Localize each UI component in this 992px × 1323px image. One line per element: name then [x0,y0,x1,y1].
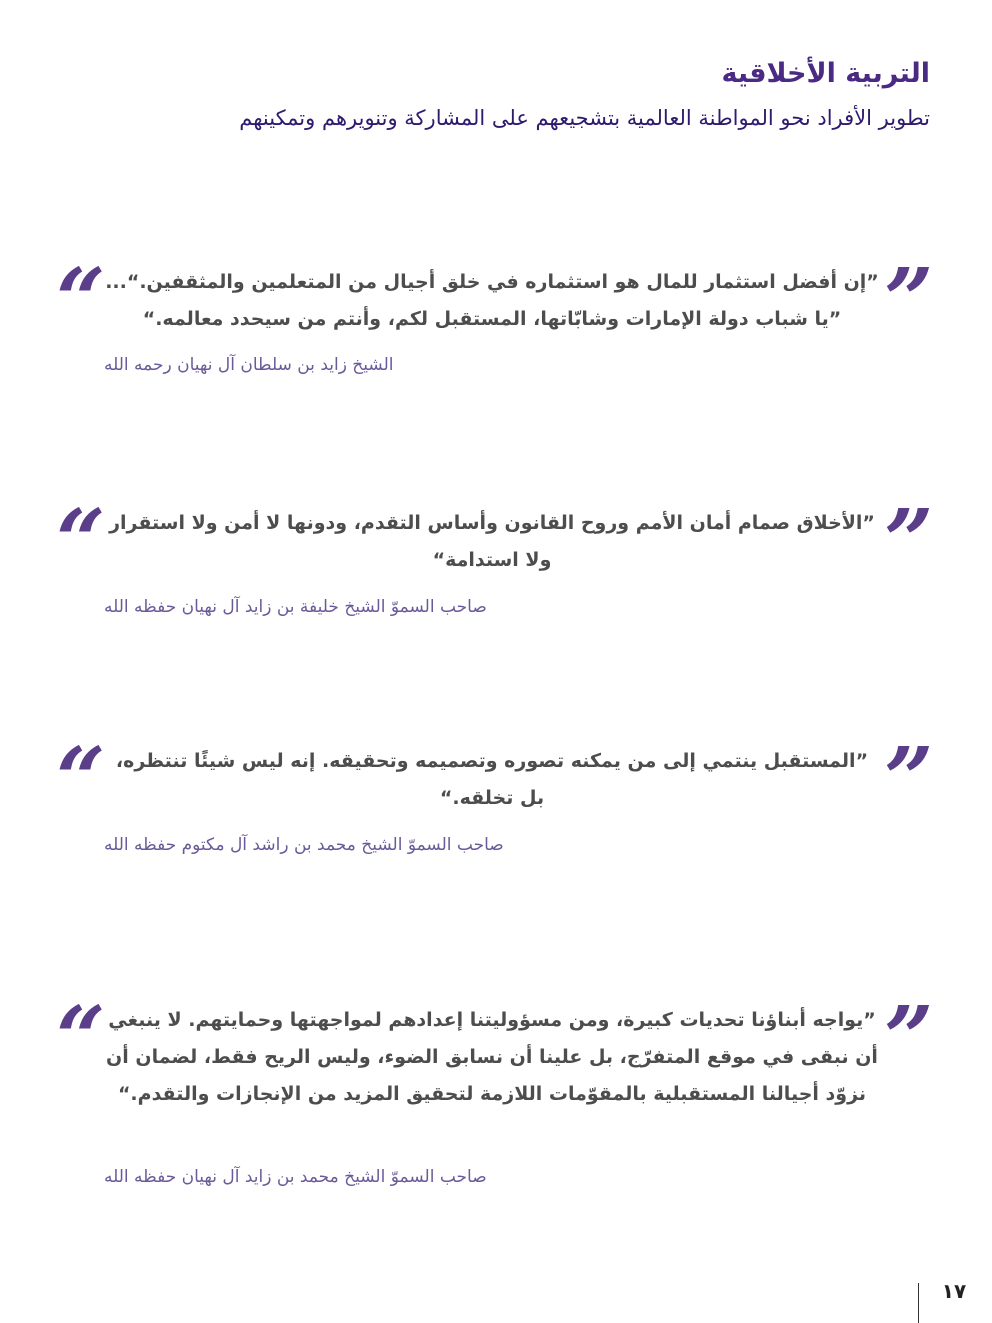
page-title: التربية الأخلاقية [721,58,930,89]
close-quote-mark-icon: ” [884,988,934,1089]
open-quote-mark-icon: “ [56,250,106,351]
quote-attribution: صاحب السموّ الشيخ محمد بن راشد آل مكتوم حفظه الله [104,835,504,855]
page-number-divider [918,1283,919,1323]
page-subtitle: تطوير الأفراد نحو المواطنة العالمية بتشجيعهم على المشاركة وتنويرهم وتمكينهم [239,106,930,130]
quote-text: ”المستقبل ينتمي إلى من يمكنه تصوره وتصميمه وتحقيقه. إنه ليس شيئًا تنتظره، بل تخلقه.“ [115,750,869,809]
open-quote-mark-icon: “ [56,491,106,592]
quote-attribution: صاحب السموّ الشيخ خليفة بن زايد آل نهيان حفظه الله [104,597,487,617]
quote-attribution: صاحب السموّ الشيخ محمد بن زايد آل نهيان حفظه الله [104,1167,487,1187]
quote-text: ”الأخلاق صمام أمان الأمم وروح القانون وأساس التقدم، ودونها لا أمن ولا استقرار ولا استدامة“ [109,512,875,571]
quote-attribution: الشيخ زايد بن سلطان آل نهيان رحمه الله [104,355,394,375]
close-quote-mark-icon: ” [884,729,934,830]
page-header [62,52,930,134]
open-quote-mark-icon: “ [56,988,106,1089]
page-number: ١٧ [941,1279,967,1303]
close-quote-mark-icon: ” [884,491,934,592]
open-quote-mark-icon: “ [56,729,106,830]
close-quote-mark-icon: ” [884,250,934,351]
quote-text: ”يواجه أبناؤنا تحديات كبيرة، ومن مسؤوليتنا إعدادهم لمواجهتها وحمايتهم. لا ينبغي أن نبقى في موقع المتفرّج، بل علينا أن نسابق الضوء، وليس الريح فقط، لضمان أن نزوّد أجيالنا المستقبلية بالمقوّمات اللازمة لتحقيق المزيد من الإنجازات والتقدم.“ [106,1009,878,1105]
quote-text: ”إن أفضل استثمار للمال هو استثماره في خلق أجيال من المتعلمين والمثقفين.“... ”يا شباب دولة الإمارات وشابّاتها، المستقبل لكم، وأنتم من سيحدد معالمه.“ [105,271,879,330]
